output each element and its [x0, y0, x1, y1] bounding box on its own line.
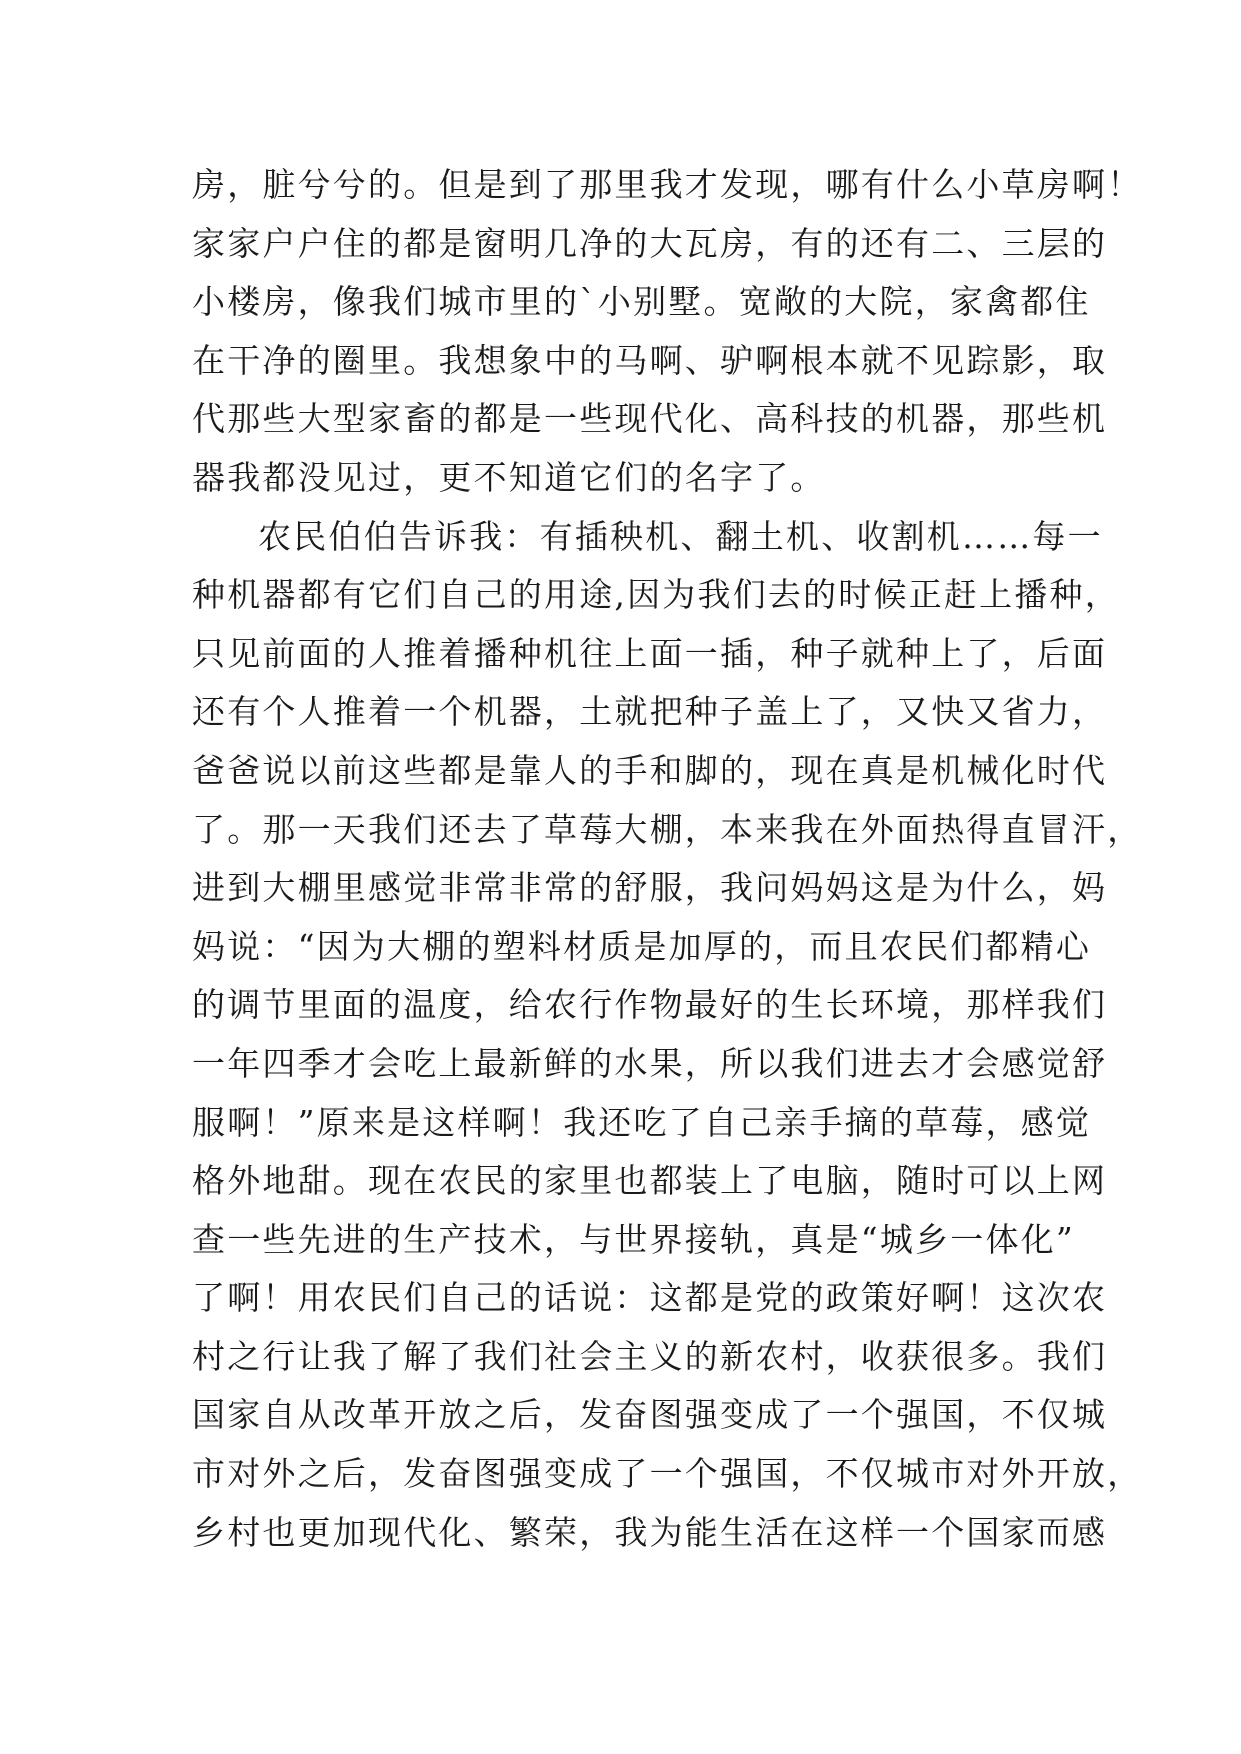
text-line: 的调节里面的温度，给农行作物最好的生长环境，那样我们 — [192, 985, 1108, 1025]
text-line: 查一些先进的生产技术，与世界接轨，真是“城乡一体化” — [192, 1219, 1075, 1259]
text-line: 了啊！用农民们自己的话说：这都是党的政策好啊！这次农 — [192, 1278, 1108, 1318]
text-line: 小楼房，像我们城市里的`小别墅。宽敞的大院，家禽都住 — [192, 282, 1091, 322]
text-line: 国家自从改革开放之后，发奋图强变成了一个强国，不仅城 — [192, 1395, 1108, 1435]
text-line: 了。那一天我们还去了草莓大棚，本来我在外面热得直冒汗， — [192, 809, 1143, 849]
text-line: 服啊！”原来是这样啊！我还吃了自己亲手摘的草莓，感觉 — [192, 1102, 1092, 1142]
text-line: 代那些大型家畜的都是一些现代化、高科技的机器，那些机 — [192, 399, 1108, 439]
text-line: 家家户户住的都是窗明几净的大瓦房，有的还有二、三层的 — [192, 223, 1108, 263]
text-line: 一年四季才会吃上最新鲜的水果，所以我们进去才会感觉舒 — [192, 1043, 1108, 1083]
text-line: 还有个人推着一个机器，土就把种子盖上了，又快又省力， — [192, 692, 1108, 732]
text-line: 房，脏兮兮的。但是到了那里我才发现，哪有什么小草房啊！ — [192, 165, 1143, 204]
body-text — [192, 156, 1143, 1562]
text-line: 村之行让我了解了我们社会主义的新农村，收获很多。我们 — [192, 1336, 1108, 1376]
text-line: 格外地甜。现在农民的家里也都装上了电脑，随时可以上网 — [192, 1161, 1108, 1201]
text-line: 种机器都有它们自己的用途,因为我们去的时候正赶上播种， — [192, 575, 1120, 615]
paragraph-first-line: 农民伯伯告诉我：有插秧机、翻土机、收割机……每一 — [258, 516, 1103, 556]
text-line: 器我都没见过，更不知道它们的名字了。 — [192, 457, 826, 497]
text-line: 在干净的圈里。我想象中的马啊、驴啊根本就不见踪影，取 — [192, 340, 1108, 380]
text-line: 进到大棚里感觉非常非常的舒服，我问妈妈这是为什么，妈 — [192, 868, 1108, 908]
text-line: 乡村也更加现代化、繁荣，我为能生活在这样一个国家而感 — [192, 1512, 1108, 1552]
text-line: 爸爸说以前这些都是靠人的手和脚的，现在真是机械化时代 — [192, 750, 1108, 790]
text-line: 市对外之后，发奋图强变成了一个强国，不仅城市对外开放， — [192, 1454, 1143, 1494]
text-line: 妈说：“因为大棚的塑料材质是加厚的，而且农民们都精心 — [192, 926, 1092, 966]
text-line: 只见前面的人推着播种机往上面一插，种子就种上了，后面 — [192, 633, 1108, 673]
